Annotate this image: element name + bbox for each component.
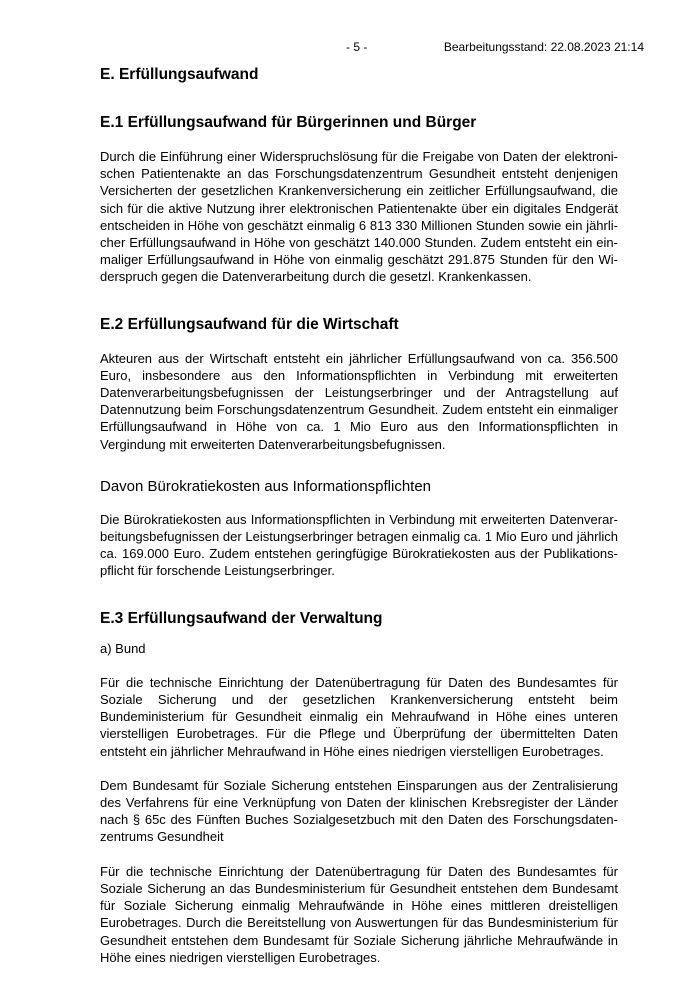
e3-paragraph-3: Für die technische Einrichtung der Datenübertragung für Daten des Bundesamtes für Soziale Sicherung an das Bundesministerium für Gesundheit entstehen dem Bundesamt für Soziale Sicherung einmalig Mehraufwände in Höhe eines mittleren dreistelligen Eurobetrages. Durch die Bereitstellung von Auswertungen für das Bundesministerium für Gesundheit entstehen dem Bundesamt für Soziale Sicherung jährliche Mehraufwände in Höhe eines niedrigen vierstelligen Eurobetrages. bbox=[100, 863, 618, 965]
section-title-e: E. Erfüllungsaufwand bbox=[100, 66, 259, 83]
revision-status: Bearbeitungsstand: 22.08.2023 21:14 bbox=[443, 40, 644, 54]
e2-paragraph: Akteuren aus der Wirtschaft entsteht ein jährlicher Erfüllungsaufwand von ca. 356.500 Euro, insbesondere aus den Informationspflichten in Verbindung mit erweiterten Datenverarbeitungsbefugnissen der Leistungserbringer und der Antragstellung auf Datennutzung beim Forschungsdatenzentrum Gesundheit. Zudem entsteht ein einmaliger Erfüllungsaufwand in Höhe von ca. 1 Mio Euro aus den Informationspflichten in Vergindung mit erweiterten Datenverarbeitungsbefugnissen. bbox=[100, 350, 618, 452]
section-title-e1: E.1 Erfüllungsaufwand für Bürgerinnen und Bürger bbox=[100, 114, 477, 131]
e2-sub-paragraph: Die Bürokratiekosten aus Informationspflichten in Verbindung mit erweiterten Datenverarbeitungsbefugnissen der Leistungserbringer betragen einmalig ca. 1 Mio Euro und jährlich ca. 169.000 Euro. Zudem entstehen geringfügige Bürokratiekosten aus der Publikationspflicht für forschende Leistungserbringer. bbox=[100, 511, 618, 579]
e3-sub-label: a) Bund bbox=[100, 640, 146, 656]
e3-paragraph-1: Für die technische Einrichtung der Datenübertragung für Daten des Bundesamtes für Soziale Sicherung und der gesetzlichen Krankenversicherung entsteht beim Bundeministerium für Gesundheit einmalig ein Mehraufwand in Höhe eines unteren vierstelligen Eurobetrages. Für die Pflege und Überprüfung der übermittelten Daten entsteht ein jährlicher Mehraufwand in Höhe eines niedrigen vierstelligen Eurobetrages. bbox=[100, 674, 618, 759]
section-title-e3: E.3 Erfüllungsaufwand der Verwaltung bbox=[100, 609, 383, 627]
page-number: - 5 - bbox=[346, 40, 368, 54]
section-title-e2: E.2 Erfüllungsaufwand für die Wirtschaft bbox=[100, 315, 399, 333]
e1-paragraph: Durch die Einführung einer Widerspruchslösung für die Freigabe von Daten der elektronischen Patientenakte an das Forschungsdatenzentrum Gesundheit entsteht denjenigen Versicherten der gesetzlichen Krankenversicherung ein zeitlicher Erfüllungsaufwand, die sich für die aktive Nutzung ihrer elektronischen Patientenakte über ein digitales Endgerät entscheiden in Höhe von geschätzt einmalig 6 813 330 Millionen Stunden sowie ein jährlicher Erfüllungsaufwand in Höhe von geschätzt 140.000 Stunden. Zudem entsteht ein einmaliger Erfüllungsaufwand in Höhe von einmalig geschätzt 291.875 Stunden für den Widerspruch gegen die Datenverarbeitung durch die gesetzl. Krankenkassen. bbox=[100, 149, 618, 285]
e3-paragraph-2: Dem Bundesamt für Soziale Sicherung entstehen Einsparungen aus der Zentralisierung des Verfahrens für eine Verknüpfung von Daten der klinischen Krebsregister der Länder nach § 65c des Fünften Buches Sozialgesetzbuch mit den Daten des Forschungsdatenzentrums Gesundheit bbox=[100, 777, 618, 845]
document-body bbox=[100, 64, 618, 966]
e2-subheading: Davon Bürokratiekosten aus Informationspflichten bbox=[100, 477, 432, 495]
